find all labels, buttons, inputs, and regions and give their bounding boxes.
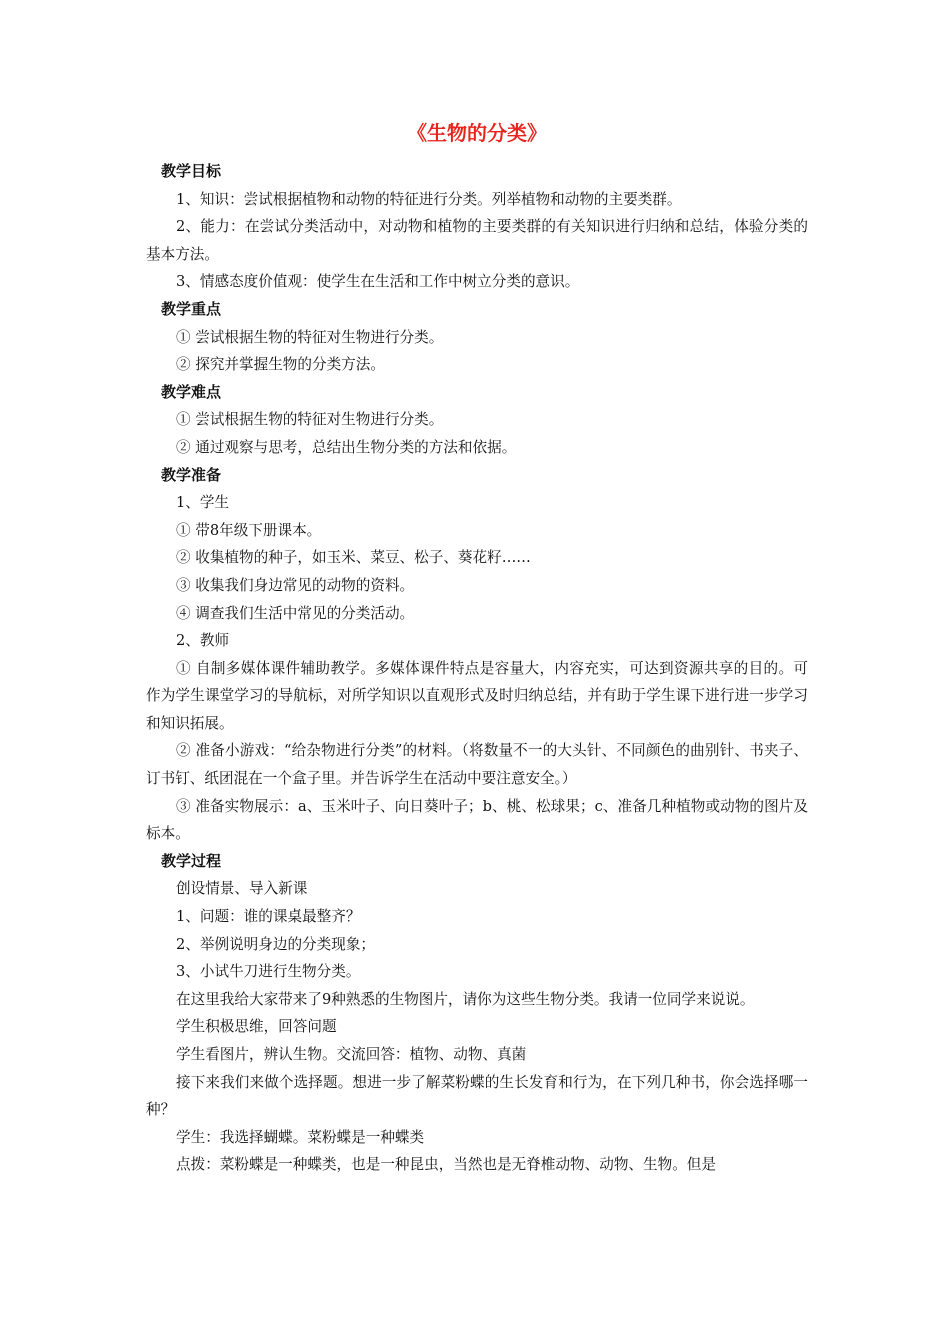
section-difficulties [146,379,808,462]
paragraph: 2、举例说明身边的分类现象； [176,935,376,953]
paragraph: ① 自制多媒体课件辅助教学。多媒体课件特点是容量大，内容充实，可达到资源共享的目的。可作为学生课堂学习的导航标，对所学知识以直观形式及时归纳总结，并有助于学生课下进行进一步学习和知识拓展。 [146,659,808,732]
paragraph: 接下来我们来做个选择题。想进一步了解菜粉蝶的生长发育和行为，在下列几种书，你会选择哪一种？ [146,1073,808,1119]
section-key-points [146,296,808,379]
paragraph: ① 尝试根据生物的特征对生物进行分类。 [176,328,444,346]
paragraph: 在这里我给大家带来了9种熟悉的生物图片，请你为这些生物分类。我请一位同学来说说。 [176,990,755,1008]
section-heading: 教学目标 [161,162,222,180]
paragraph: ③ 收集我们身边常见的动物的资料。 [176,576,415,594]
section-objectives [146,158,808,296]
section-process [146,848,808,1179]
paragraph: 学生：我选择蝴蝶。菜粉蝶是一种蝶类 [176,1128,425,1146]
document-page [146,118,808,1179]
paragraph: ② 收集植物的种子，如玉米、菜豆、松子、葵花籽…… [176,549,531,567]
section-heading: 教学难点 [161,382,222,401]
paragraph: 1、问题：谁的课桌最整齐？ [176,908,361,926]
paragraph: 3、小试牛刀进行生物分类。 [176,963,361,981]
paragraph: ① 带8年级下册课本。 [176,521,322,539]
paragraph: 学生看图片，辨认生物。交流回答：植物、动物、真菌 [176,1046,527,1063]
paragraph: ② 探究并掌握生物的分类方法。 [176,356,385,374]
paragraph: ② 通过观察与思考，总结出生物分类的方法和依据。 [176,438,517,456]
paragraph: 1、学生 [176,494,230,512]
paragraph: 学生积极思维，回答问题 [176,1018,337,1036]
section-heading: 教学准备 [161,465,222,484]
paragraph: 2、能力：在尝试分类活动中，对动物和植物的主要类群的有关知识进行归纳和总结，体验分类的基本方法。 [146,218,808,263]
paragraph: ④ 调查我们生活中常见的分类活动。 [176,604,415,622]
paragraph: 创设情景、导入新课 [176,880,308,898]
section-heading: 教学重点 [161,299,222,318]
paragraph: 2、教师 [176,632,230,650]
paragraph: 点拨：菜粉蝶是一种蝶类，也是一种昆虫，当然也是无脊椎动物、动物、生物。但是 [176,1156,716,1174]
paragraph: ③ 准备实物展示：a、玉米叶子、向日葵叶子；b、桃、松球果；c、准备几种植物或动物的图片及标本。 [146,797,808,843]
section-heading: 教学过程 [161,851,222,870]
paragraph: 1、知识：尝试根据植物和动物的特征进行分类。列举植物和动物的主要类群。 [176,190,682,208]
document-title: 《生物的分类》 [407,121,547,145]
paragraph: ② 准备小游戏：“给杂物进行分类”的材料。（将数量不一的大头针、不同颜色的曲别针、书夹子、订书钉、纸团混在一个盒子里。并告诉学生在活动中要注意安全。） [146,742,808,788]
paragraph: ① 尝试根据生物的特征对生物进行分类。 [176,411,444,429]
section-preparation [146,462,808,848]
paragraph: 3、情感态度价值观：使学生在生活和工作中树立分类的意识。 [176,273,580,291]
